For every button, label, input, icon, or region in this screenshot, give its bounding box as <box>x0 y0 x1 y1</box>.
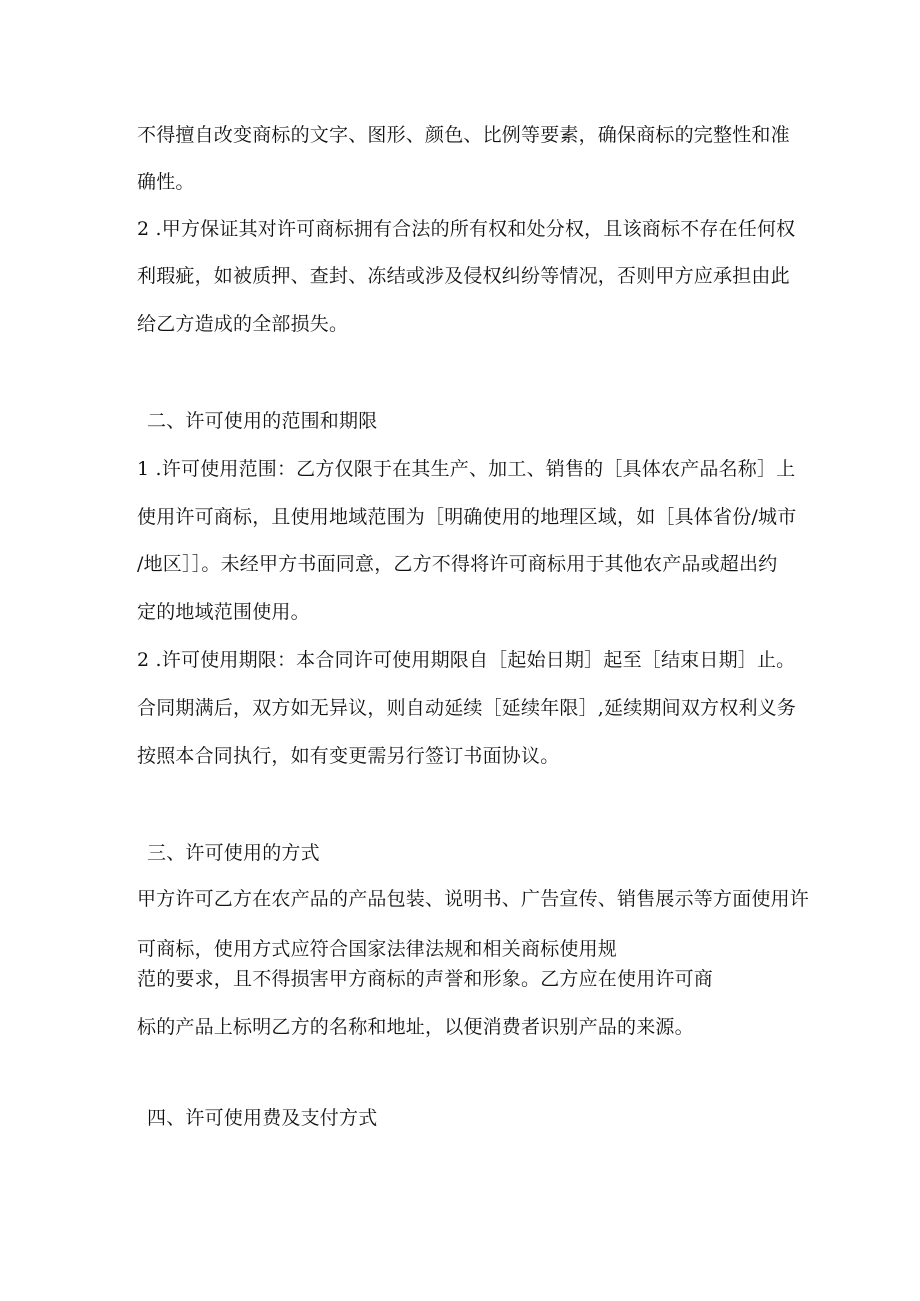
paragraph-line: 给乙方造成的全部损失。 <box>137 313 349 335</box>
paragraph-line: 按照本合同执行，如有变更需另行签订书面协议。 <box>137 745 560 767</box>
clause-2-line: 2 .甲方保证其对许可商标拥有合法的所有权和处分权，且该商标不存在任何权 <box>137 218 796 240</box>
paragraph-line: /地区］］。未经甲方书面同意，乙方不得将许可商标用于其他农产品或超出约 <box>137 553 778 575</box>
paragraph-line: 使用许可商标，且使用地域范围为［明确使用的地理区域，如［具体省份/城市 <box>137 506 797 528</box>
paragraph-line: 甲方许可乙方在农产品的产品包装、说明书、广告宣传、销售展示等方面使用许 <box>137 888 810 910</box>
section-heading-3: 三、许可使用的方式 <box>147 842 320 864</box>
paragraph-line: 不得擅自改变商标的文字、图形、颜色、比例等要素，确保商标的完整性和准 <box>137 124 790 146</box>
clause-1-line: 1 .许可使用范围：乙方仅限于在其生产、加工、销售的［具体农产品名称］上 <box>137 458 796 480</box>
section-heading-4: 四、许可使用费及支付方式 <box>147 1107 378 1129</box>
paragraph-line: 定的地域范围使用。 <box>137 601 310 623</box>
paragraph-line: 可商标，使用方式应符合国家法律法规和相关商标使用规 <box>137 938 618 960</box>
clause-2-line: 2 .许可使用期限：本合同许可使用期限自［起始日期］起至［结束日期］止。 <box>137 649 796 671</box>
section-heading-2: 二、许可使用的范围和期限 <box>147 410 378 432</box>
paragraph-line: 范的要求，且不得损害甲方商标的声誉和形象。乙方应在使用许可商 <box>137 968 714 990</box>
paragraph-line: 合同期满后，双方如无异议，则自动延续［延续年限］,延续期间双方权利义务 <box>137 697 797 719</box>
paragraph-line: 利瑕疵，如被质押、查封、冻结或涉及侵权纠纷等情况，否则甲方应承担由此 <box>137 265 790 287</box>
paragraph-line: 标的产品上标明乙方的名称和地址，以便消费者识别产品的来源。 <box>137 1016 694 1038</box>
paragraph-line: 确性。 <box>137 171 195 193</box>
